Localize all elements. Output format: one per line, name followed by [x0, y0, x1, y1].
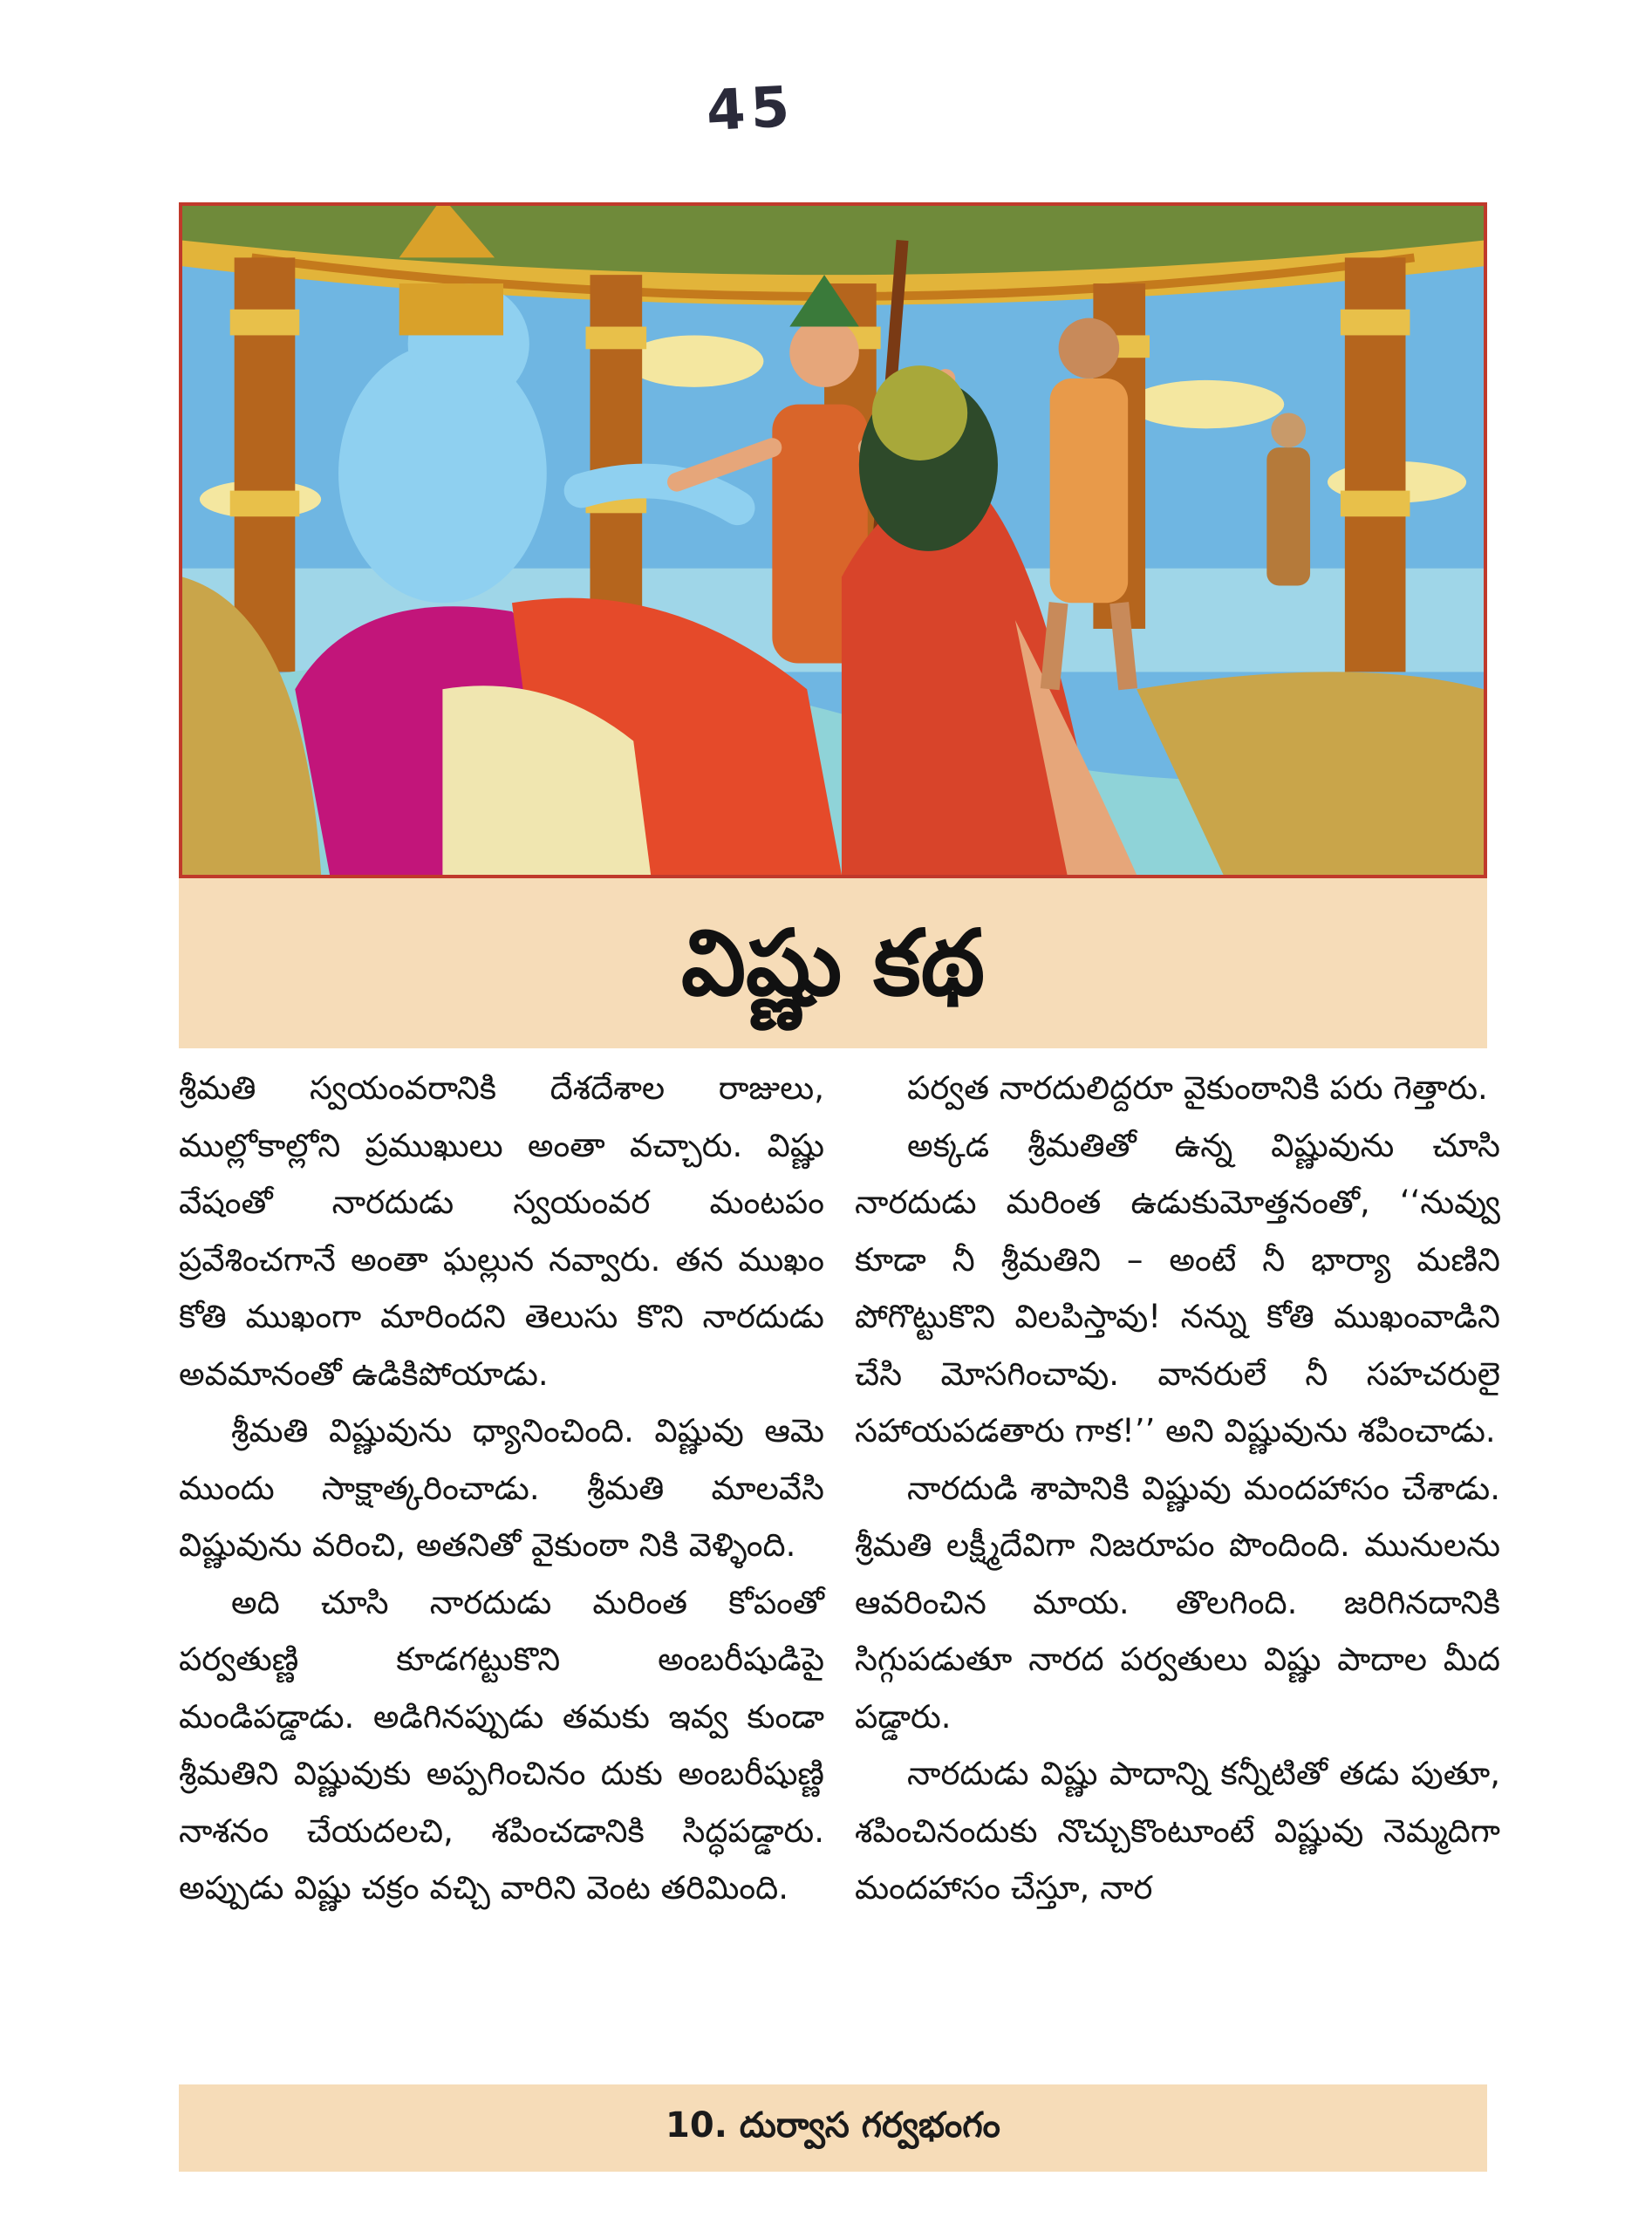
- paragraph: పర్వత నారదులిద్దరూ వైకుంఠానికి పరు గెత్తారు.: [907, 1069, 1488, 1107]
- vishnu-narada-court-scene-image: [182, 206, 1484, 875]
- paragraph: అక్కడ శ్రీమతితో ఉన్న విష్ణువును చూసి నారదుడు మరింత ఉడుకుమోత్తనంతో, ‘‘నువ్వు కూడా నీ శ్రీమతిని – అంటే నీ భార్యా మణిని పోగొట్టుకొని విలపిస్తావు! నన్ను కోతి ముఖంవాడిని చేసి మోసగించావు. వానరులే నీ సహచరులై సహాయపడతారు గాక!’’ అని విష్ణువును శపించాడు.: [855, 1126, 1500, 1450]
- footer-band: [179, 2084, 1487, 2172]
- paragraph: నారదుడు విష్ణు పాదాన్ని కన్నీటితో తడు పుతూ, శపించినందుకు నొచ్చుకొంటూంటే విష్ణువు నెమ్మదిగా మందహాసం చేస్తూ, నార: [855, 1755, 1500, 1907]
- paragraph: నారదుడి శాపానికి విష్ణువు మందహాసం చేశాడు. శ్రీమతి లక్ష్మీదేవిగా నిజరూపం పొందింది. మునులను ఆవరించిన మాయ. తొలగింది. జరిగినదానికి సిగ్గుపడుతూ నారద పర్వతులు విష్ణు పాదాల మీద పడ్డారు.: [855, 1469, 1500, 1736]
- paragraph: అది చూసి నారదుడు మరింత కోపంతో పర్వతుణ్ణి కూడగట్టుకొని అంబరీషుడిపై మండిపడ్డాడు. అడిగినప్పుడు తమకు ఇవ్వ కుండా శ్రీమతిని విష్ణువుకు అప్పగించినం దుకు అంబరీషుణ్ణి నాశనం చేయదలచి, శపించడానికి సిద్ధపడ్డారు. అప్పుడు విష్ణు చక్రం వచ్చి వారిని వెంట తరిమింది.: [179, 1583, 824, 1907]
- right-column: [855, 1060, 1500, 1917]
- paragraph: శ్రీమతి విష్ణువును ధ్యానించింది. విష్ణువు ఆమె ముందు సాక్షాత్కరించాడు. శ్రీమతి మాలవేసి విష్ణువును వరించి, అతనితో వైకుంఠా నికి వెళ్ళింది.: [179, 1412, 824, 1564]
- title-band: [179, 878, 1487, 1048]
- story-illustration: [179, 202, 1487, 878]
- left-column: [179, 1060, 824, 1917]
- next-chapter-footer: 10. దుర్వాస గర్వభంగం: [666, 2105, 1000, 2146]
- story-title: విష్ణు కథ: [681, 910, 985, 1016]
- page-number: 45: [705, 74, 796, 145]
- paragraph: శ్రీమతి స్వయంవరానికి దేశదేశాల రాజులు, ముల్లోకాల్లోని ప్రముఖులు అంతా వచ్చారు. విష్ణు వేషంతో నారదుడు స్వయంవర మంటపం ప్రవేశించగానే అంతా ఘల్లున నవ్వారు. తన ముఖం కోతి ముఖంగా మారిందని తెలుసు కొని నారదుడు అవమానంతో ఉడికిపోయాడు.: [179, 1069, 824, 1393]
